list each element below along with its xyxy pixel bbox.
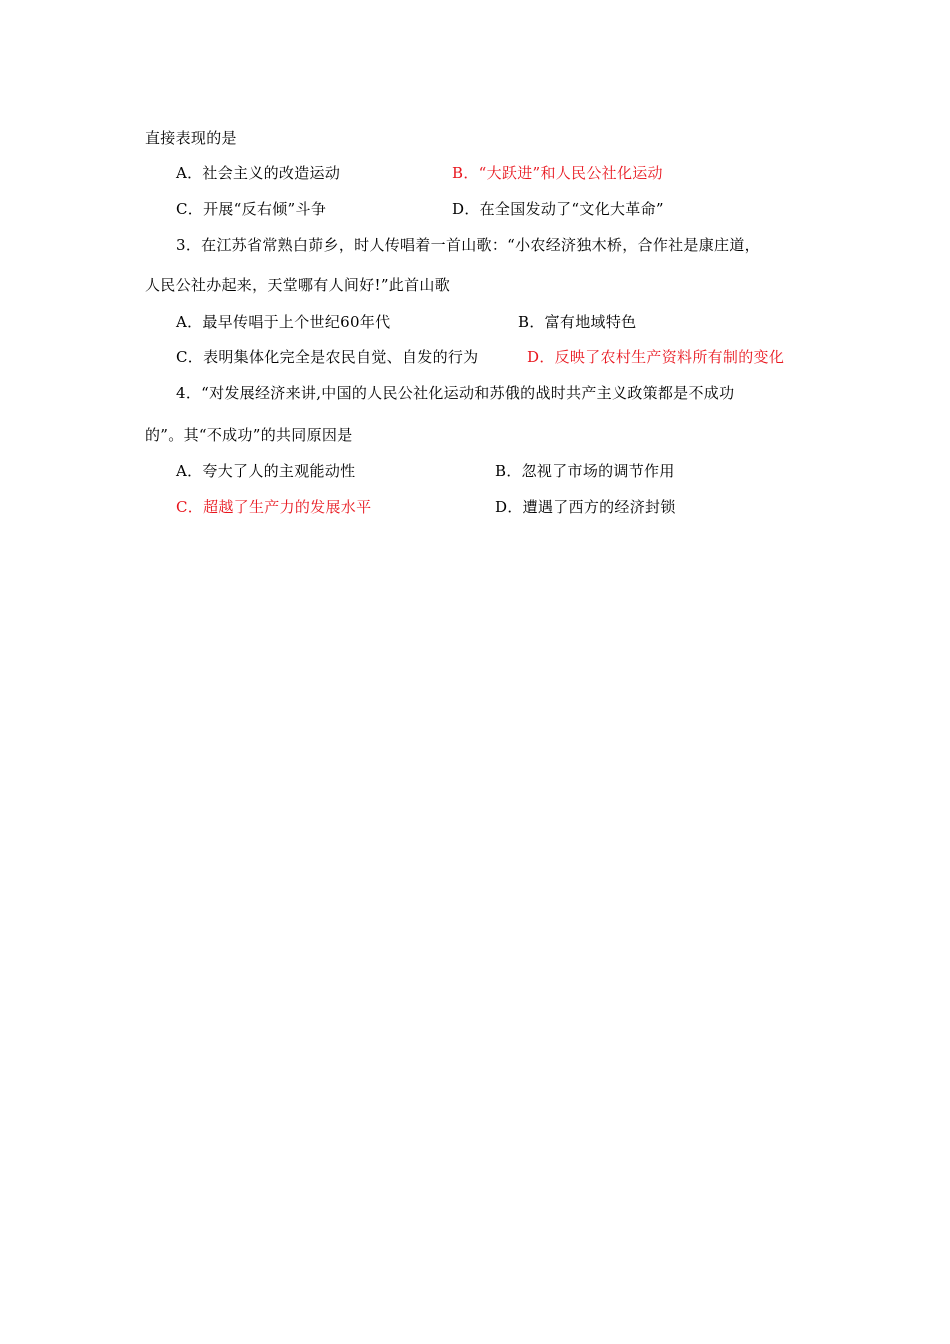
- q3-stem-line1: 3．在江苏省常熟白茆乡，时人传唱着一首山歌：“小农经济独木桥，合作社是康庄道，: [176, 236, 760, 254]
- q4-option-b: B．忽视了市场的调节作用: [495, 462, 675, 480]
- q3-option-a: A．最早传唱于上个世纪60年代: [176, 313, 391, 331]
- q2-option-a: A．社会主义的改造运动: [176, 164, 341, 182]
- q3-option-d-answer: D．反映了农村生产资料所有制的变化: [527, 348, 785, 366]
- q4-option-d: D．遭遇了西方的经济封锁: [495, 498, 676, 516]
- q2-stem-tail: 直接表现的是: [145, 129, 237, 147]
- q2-option-c: C．开展“反右倾”斗争: [176, 200, 327, 218]
- q4-stem-line2: 的”。其“不成功”的共同原因是: [145, 426, 353, 444]
- q3-stem-line2: 人民公社办起来，天堂哪有人间好!”此首山歌: [145, 276, 450, 294]
- q3-option-c: C．表明集体化完全是农民自觉、自发的行为: [176, 348, 479, 366]
- q2-option-b-answer: B．“大跃进”和人民公社化运动: [452, 164, 663, 182]
- q4-option-c-answer: C．超越了生产力的发展水平: [176, 498, 372, 516]
- q4-option-a: A．夸大了人的主观能动性: [176, 462, 356, 480]
- q3-option-b: B．富有地域特色: [518, 313, 637, 331]
- q4-stem-line1: 4．“对发展经济来讲,中国的人民公社化运动和苏俄的战时共产主义政策都是不成功: [176, 384, 735, 402]
- q2-option-d: D．在全国发动了“文化大革命”: [452, 200, 664, 218]
